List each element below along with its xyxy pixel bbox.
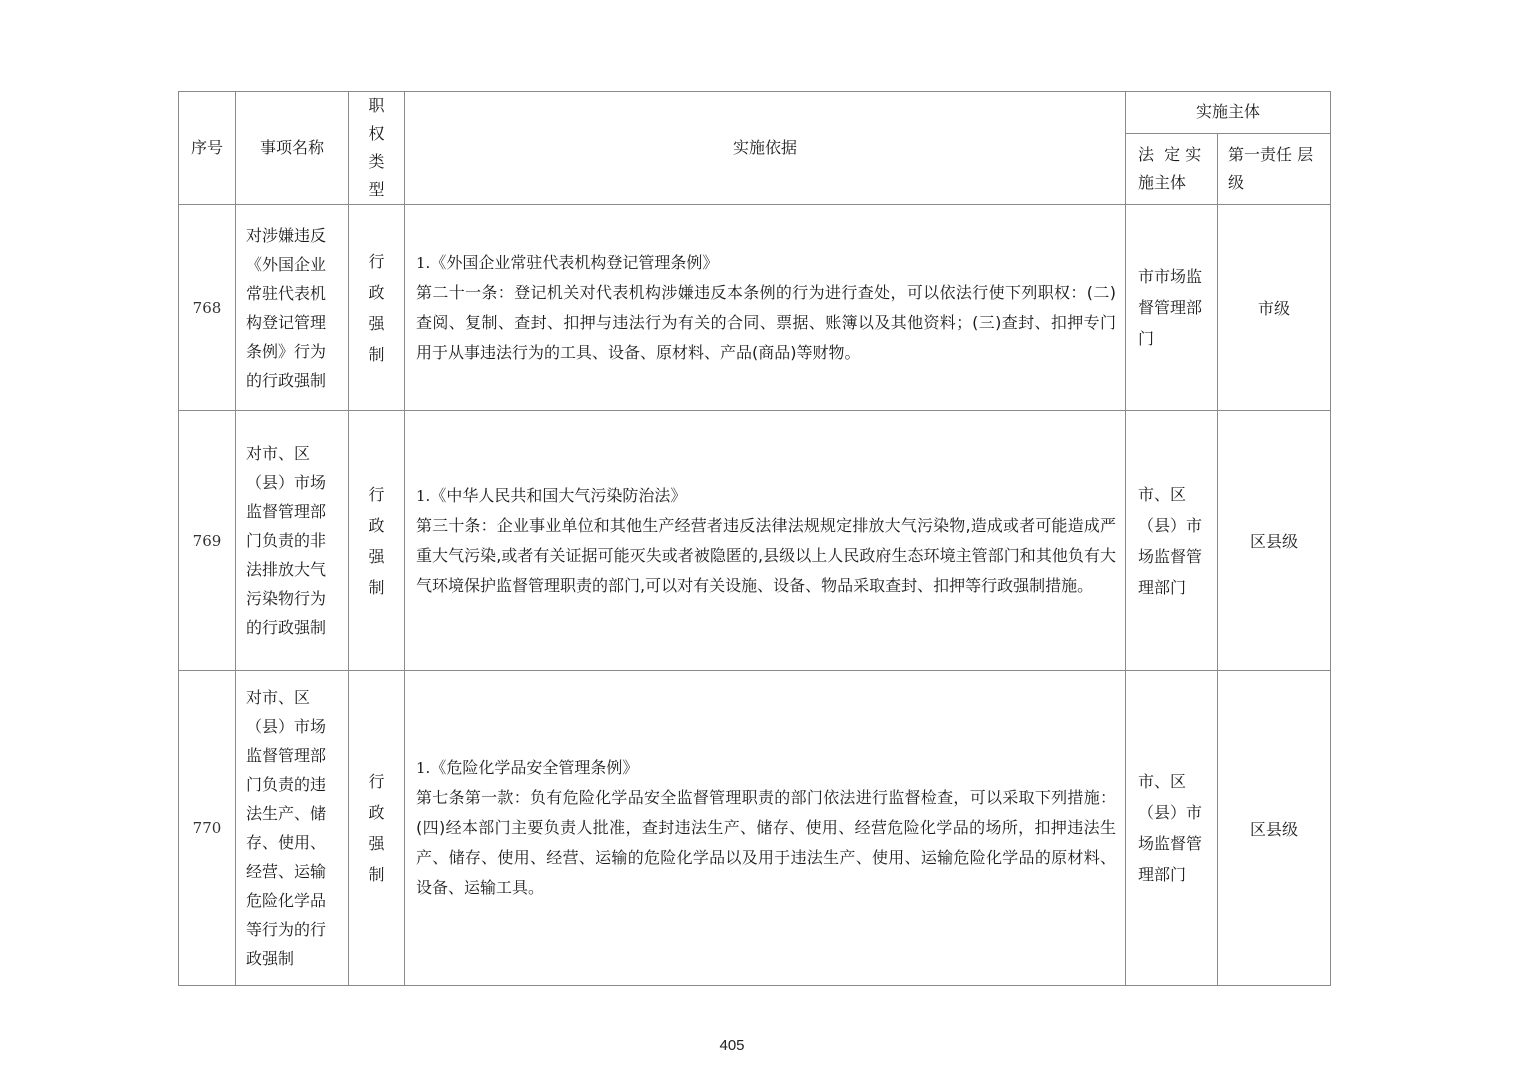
row-basis xyxy=(405,411,1126,671)
row-item-name: 对市、区（县）市场监督管理部门负责的非法排放大气污染物行为的行政强制 xyxy=(236,411,349,671)
row-legal-subject: 市、区（县）市场监督管理部门 xyxy=(1126,671,1218,986)
table-row xyxy=(179,411,1331,671)
header-subject-group: 实施主体 xyxy=(1126,92,1331,134)
table-row xyxy=(179,205,1331,411)
header-legal-subject: 法 定 实施主体 xyxy=(1126,133,1218,204)
row-seq: 768 xyxy=(179,205,236,411)
row-power-type: 行政强制 xyxy=(349,205,405,411)
row-basis xyxy=(405,205,1126,411)
header-seq: 序号 xyxy=(179,92,236,205)
row-legal-subject: 市市场监督管理部门 xyxy=(1126,205,1218,411)
table-row xyxy=(179,671,1331,986)
row-basis xyxy=(405,671,1126,986)
law-title xyxy=(416,753,1116,783)
table-header xyxy=(179,92,1331,205)
header-first-responsible: 第一责任 层级 xyxy=(1218,133,1331,204)
row-responsible-level: 区县级 xyxy=(1218,671,1331,986)
enforcement-table xyxy=(178,91,1331,986)
law-name: 《危险化学品安全管理条例》 xyxy=(430,758,639,777)
law-number: 1. xyxy=(416,486,431,505)
page-number: 405 xyxy=(719,1037,745,1054)
law-number: 1. xyxy=(416,253,431,272)
row-responsible-level: 区县级 xyxy=(1218,411,1331,671)
row-seq: 770 xyxy=(179,671,236,986)
law-title xyxy=(416,248,1116,278)
row-item-name: 对涉嫌违反《外国企业常驻代表机构登记管理条例》行为的行政强制 xyxy=(236,205,349,411)
law-name: 《外国企业常驻代表机构登记管理条例》 xyxy=(430,252,719,272)
law-article: 第二十一条：登记机关对代表机构涉嫌违反本条例的行为进行查处，可以依法行使下列职权：(二)查阅、复制、查封、扣押与违法行为有关的合同、票据、账簿以及其他资料；(三)查封、扣押专门用于从事违法行为的工具、设备、原材料、产品(商品)等财物。 xyxy=(416,282,1116,362)
row-responsible-level: 市级 xyxy=(1218,205,1331,411)
row-power-type: 行政强制 xyxy=(349,671,405,986)
law-number: 1. xyxy=(416,759,431,777)
law-name: 《中华人民共和国大气污染防治法》 xyxy=(430,485,687,505)
header-basis: 实施依据 xyxy=(405,92,1126,205)
law-article: 第三十条：企业事业单位和其他生产经营者违反法律法规规定排放大气污染物,造成或者可能造成严重大气污染,或者有关证据可能灭失或者被隐匿的,县级以上人民政府生态环境主管部门和其他负有大气环境保护监督管理职责的部门,可以对有关设施、设备、物品采取查封、扣押等行政强制措施。 xyxy=(416,515,1116,595)
law-article: 第七条第一款：负有危险化学品安全监督管理职责的部门依法进行监督检查，可以采取下列措施：(四)经本部门主要负责人批准，查封违法生产、储存、使用、经营危险化学品的场所，扣押违法生产、储存、使用、经营、运输的危险化学品以及用于违法生产、使用、运输危险化学品的原材料、设备、运输工具。 xyxy=(416,788,1116,897)
row-seq: 769 xyxy=(179,411,236,671)
law-title xyxy=(416,481,1116,511)
row-item-name: 对市、区（县）市场监督管理部门负责的违法生产、储存、使用、经营、运输危险化学品等行为的行政强制 xyxy=(236,671,349,986)
header-type: 职权类型 xyxy=(349,92,405,205)
row-legal-subject: 市、区（县）市场监督管理部门 xyxy=(1126,411,1218,671)
row-power-type: 行政强制 xyxy=(349,411,405,671)
header-name: 事项名称 xyxy=(236,92,349,205)
